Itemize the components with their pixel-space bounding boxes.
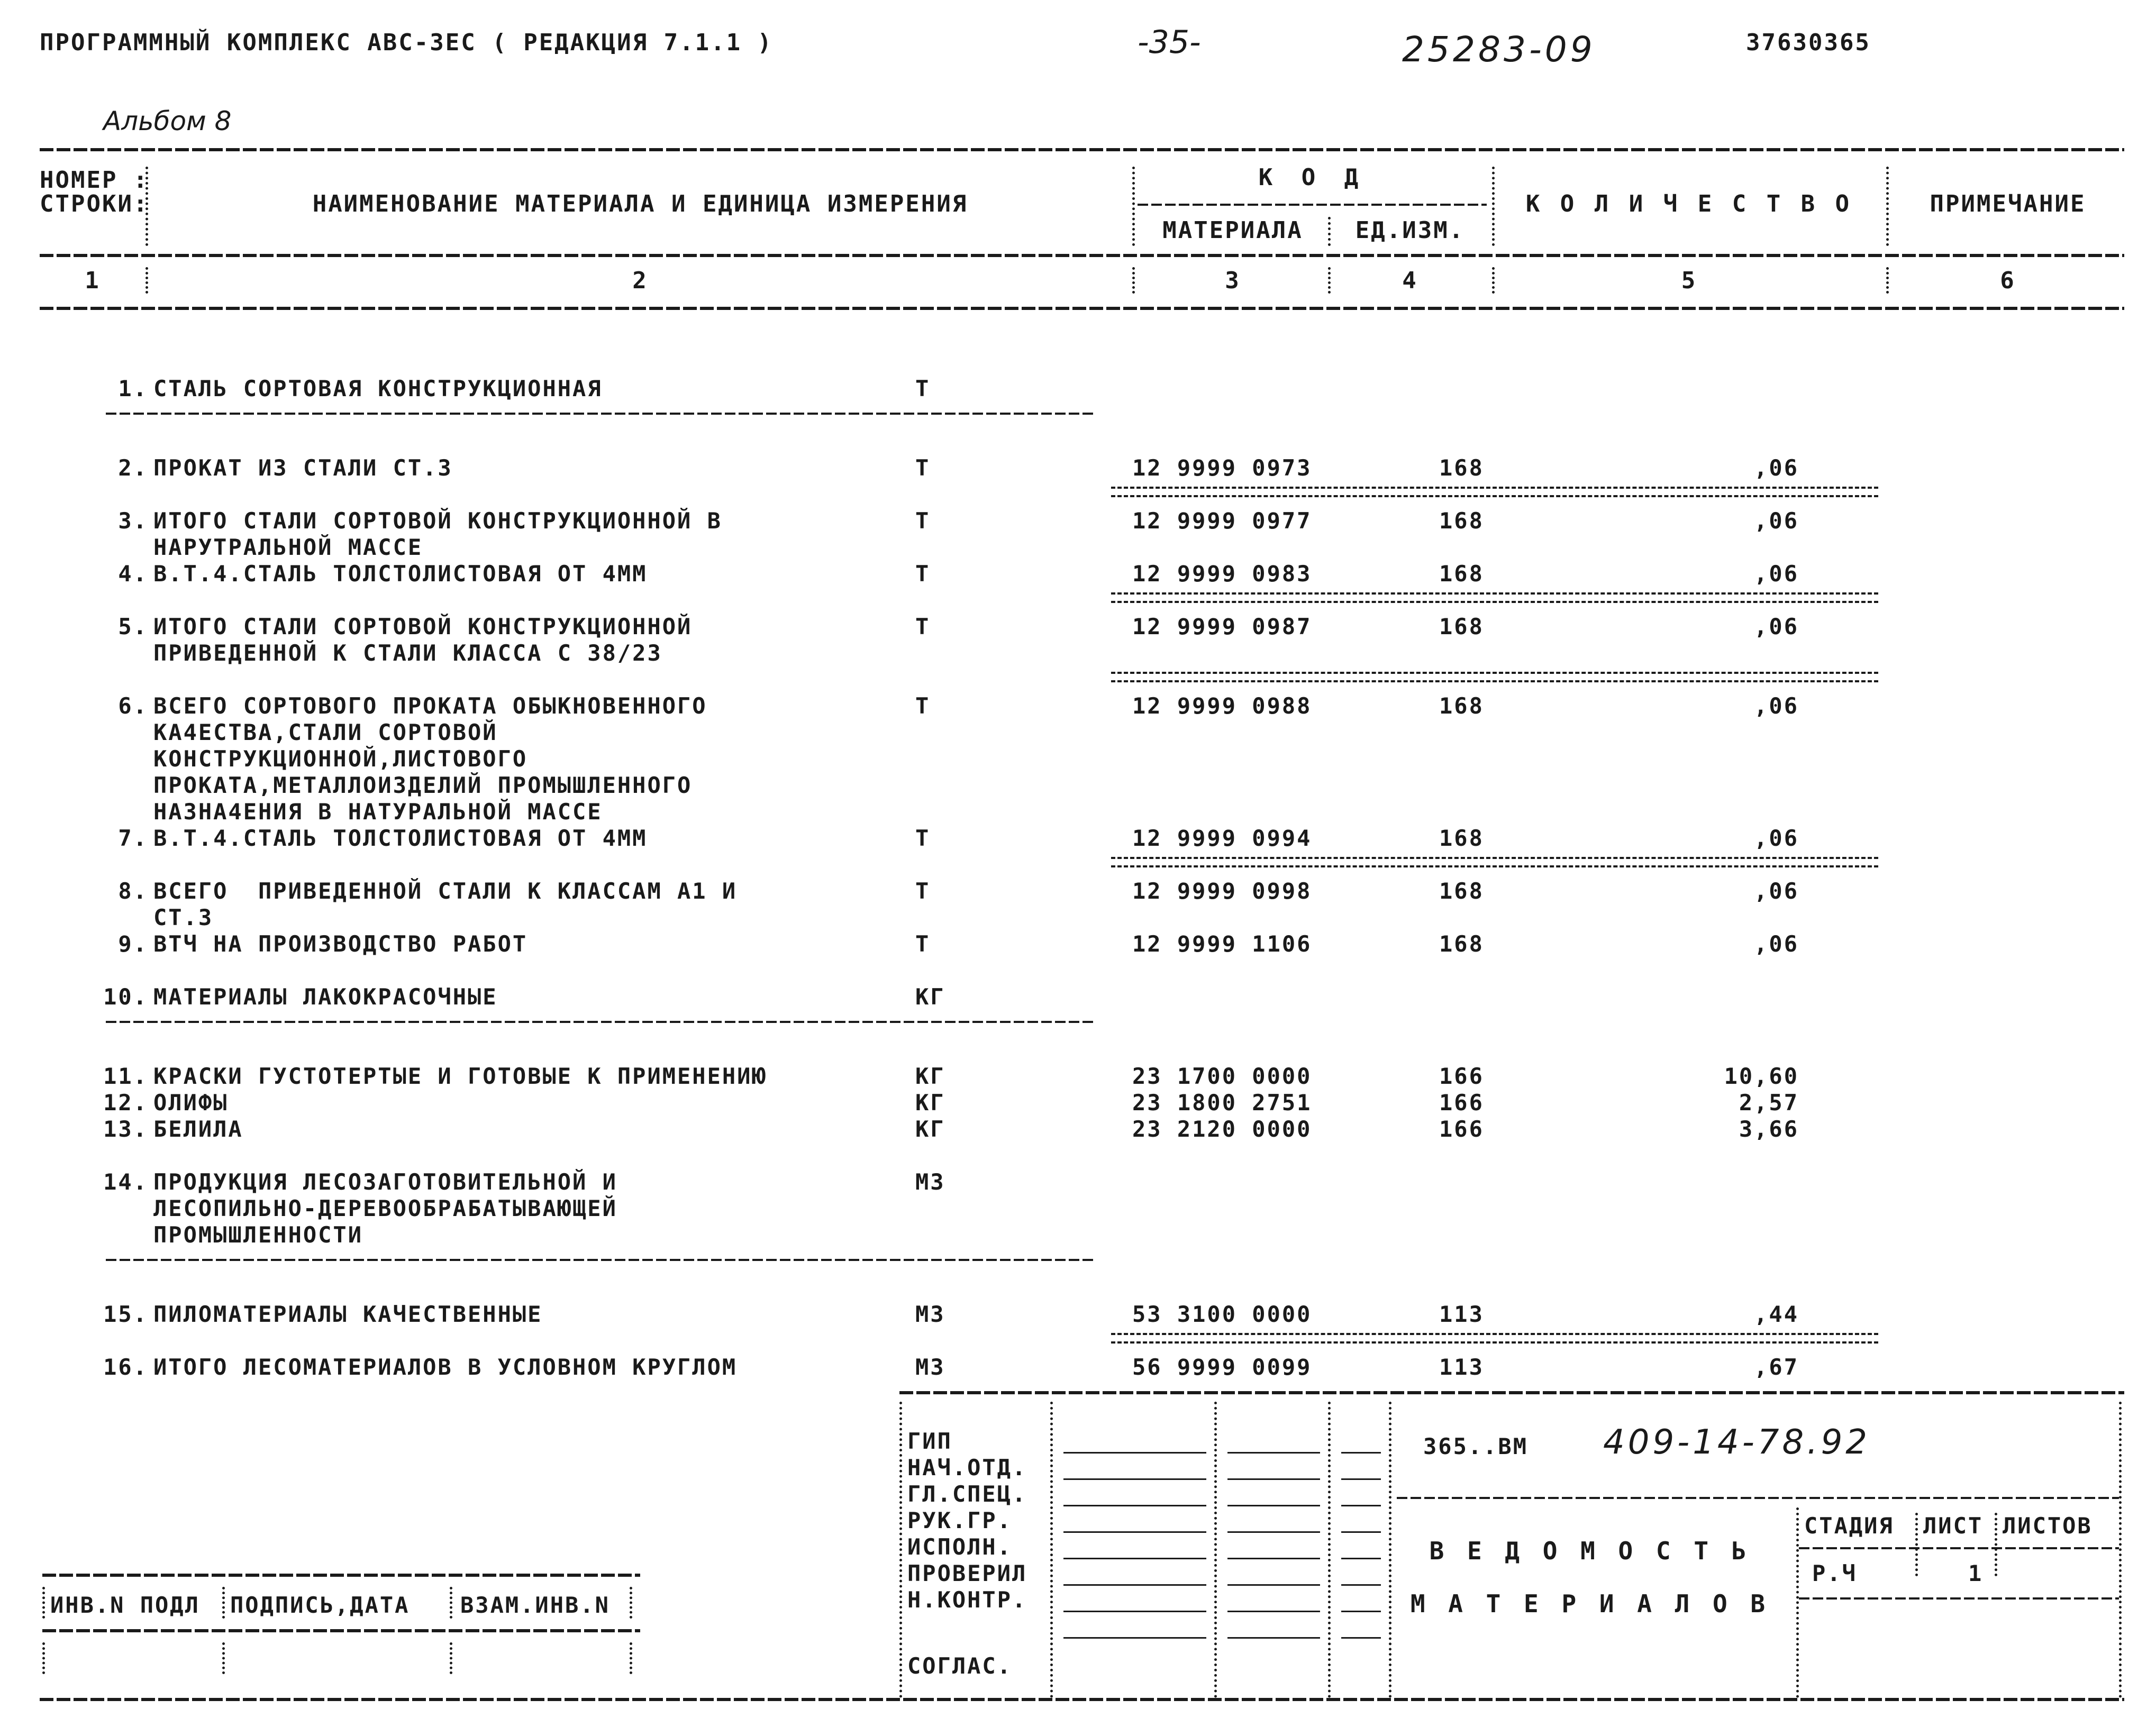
table-top-rule bbox=[40, 148, 2124, 151]
stamp-role-group-lead: РУК.ГР. bbox=[907, 1507, 1013, 1533]
row-number: 1. bbox=[118, 376, 148, 401]
row-quantity: ,06 bbox=[1754, 693, 1799, 719]
total-double-rule bbox=[1111, 487, 1878, 497]
signature-line bbox=[1341, 1531, 1381, 1533]
row-name: В.Т.4.СТАЛЬ ТОЛСТОЛИСТОВАЯ ОТ 4ММ bbox=[153, 825, 648, 851]
inventory-separator bbox=[42, 1587, 45, 1619]
document-number: 25283-09 bbox=[1402, 29, 1596, 70]
row-name: БЕЛИЛА bbox=[153, 1116, 243, 1142]
stamp-title-line1: В Е Д О М О С Т Ь bbox=[1429, 1537, 1751, 1565]
signature-line bbox=[1341, 1611, 1381, 1612]
row-quantity: ,06 bbox=[1754, 931, 1799, 957]
row-name: ВСЕГО ПРИВЕДЕННОЙ СТАЛИ К КЛАССАМ А1 И СТ.3 bbox=[153, 878, 738, 930]
section-rule bbox=[106, 413, 1095, 415]
col3-header: МАТЕРИАЛА bbox=[1162, 217, 1303, 244]
signature-line bbox=[1063, 1452, 1206, 1454]
signature-line bbox=[1063, 1637, 1206, 1639]
row-number: 13. bbox=[103, 1116, 148, 1142]
row-material-code: 23 2120 0000 bbox=[1132, 1116, 1312, 1142]
row-unit: КГ bbox=[915, 984, 945, 1010]
row-material-code: 56 9999 0099 bbox=[1132, 1354, 1312, 1380]
row-material-code: 12 9999 0988 bbox=[1132, 693, 1312, 719]
row-number: 8. bbox=[118, 878, 148, 904]
signature-line bbox=[1341, 1452, 1381, 1454]
inventory-original-label: ИНВ.N ПОДЛ bbox=[50, 1592, 200, 1618]
inventory-separator bbox=[630, 1587, 632, 1619]
row-number: 3. bbox=[118, 508, 148, 534]
inventory-separator bbox=[42, 1642, 45, 1674]
row-number: 4. bbox=[118, 561, 148, 587]
row-number: 12. bbox=[103, 1090, 148, 1116]
col-number-5: 5 bbox=[1681, 267, 1697, 294]
row-number: 6. bbox=[118, 693, 148, 719]
row-unit: Т bbox=[915, 825, 931, 851]
row-uom-code: 166 bbox=[1439, 1116, 1484, 1142]
row-material-code: 53 3100 0000 bbox=[1132, 1301, 1312, 1327]
row-unit: Т bbox=[915, 376, 931, 401]
row-uom-code: 168 bbox=[1439, 825, 1484, 851]
stamp-rule bbox=[1397, 1497, 2119, 1499]
col-number-3: 3 bbox=[1225, 267, 1241, 294]
inventory-replace-label: ВЗАМ.ИНВ.N bbox=[460, 1592, 610, 1618]
row-name: ВСЕГО СОРТОВОГО ПРОКАТА ОБЫКНОВЕННОГО КА4ЕСТВА,СТАЛИ СОРТОВОЙ КОНСТРУКЦИОННОЙ,ЛИСТОВОГО ПРОКАТА,МЕТАЛЛОИЗДЕЛИЙ ПРОМЫШЛЕННОГО НАЗНА4ЕНИЯ В НАТУРАЛЬНОЙ МАССЕ bbox=[153, 693, 707, 825]
row-uom-code: 168 bbox=[1439, 508, 1484, 534]
stamp-separator bbox=[1389, 1402, 1391, 1698]
stamp-separator bbox=[1214, 1402, 1217, 1698]
row-name: ОЛИФЫ bbox=[153, 1090, 229, 1116]
stamp-role-executor: ИСПОЛН. bbox=[907, 1534, 1013, 1560]
signature-line bbox=[1227, 1611, 1320, 1612]
section-rule bbox=[106, 1021, 1095, 1023]
signature-line bbox=[1341, 1478, 1381, 1480]
stamp-role-chief-spec: ГЛ.СПЕЦ. bbox=[907, 1481, 1027, 1507]
header-number-rule bbox=[40, 254, 2124, 257]
signature-line bbox=[1227, 1505, 1320, 1506]
stamp-border-right bbox=[2119, 1402, 2122, 1698]
row-material-code: 12 9999 0994 bbox=[1132, 825, 1312, 851]
row-quantity: ,67 bbox=[1754, 1354, 1799, 1380]
row-number: 15. bbox=[103, 1301, 148, 1327]
total-double-rule bbox=[1111, 857, 1878, 867]
column-separator bbox=[145, 267, 148, 294]
signature-line bbox=[1063, 1478, 1206, 1480]
stamp-doc-code: 365..ВМ bbox=[1423, 1433, 1529, 1459]
stamp-doc-designation: 409-14-78.92 bbox=[1603, 1423, 1870, 1462]
row-number: 5. bbox=[118, 614, 148, 639]
row-quantity: ,06 bbox=[1754, 825, 1799, 851]
row-unit: Т bbox=[915, 561, 931, 587]
stamp-role-checker: ПРОВЕРИЛ bbox=[907, 1560, 1027, 1586]
row-quantity: 10,60 bbox=[1724, 1063, 1799, 1089]
stamp-sheets-label: ЛИСТОВ bbox=[2003, 1513, 2093, 1539]
row-material-code: 23 1700 0000 bbox=[1132, 1063, 1312, 1089]
inventory-separator bbox=[450, 1587, 452, 1619]
row-number: 10. bbox=[103, 984, 148, 1010]
document-code: 37630365 bbox=[1746, 29, 1871, 56]
signature-line bbox=[1227, 1637, 1320, 1639]
signature-line bbox=[1341, 1584, 1381, 1586]
stamp-separator bbox=[1328, 1402, 1331, 1698]
signature-line bbox=[1227, 1531, 1320, 1533]
stamp-separator bbox=[1915, 1513, 1918, 1576]
page-bottom-rule bbox=[40, 1698, 2124, 1701]
stamp-role-agreed: СОГЛАС. bbox=[907, 1653, 1013, 1679]
row-quantity: ,06 bbox=[1754, 614, 1799, 639]
col-number-2: 2 bbox=[632, 267, 648, 294]
row-material-code: 12 9999 1106 bbox=[1132, 931, 1312, 957]
row-quantity: ,44 bbox=[1754, 1301, 1799, 1327]
col6-header: ПРИМЕЧАНИЕ bbox=[1930, 190, 2086, 217]
inventory-separator bbox=[222, 1642, 225, 1674]
row-uom-code: 168 bbox=[1439, 878, 1484, 904]
stamp-separator bbox=[1995, 1513, 1997, 1576]
row-unit: КГ bbox=[915, 1116, 945, 1142]
section-rule bbox=[106, 1259, 1095, 1261]
row-material-code: 12 9999 0998 bbox=[1132, 878, 1312, 904]
row-name: ПИЛОМАТЕРИАЛЫ КАЧЕСТВЕННЫЕ bbox=[153, 1301, 543, 1327]
stamp-role-dept-head: НАЧ.ОТД. bbox=[907, 1455, 1027, 1481]
row-unit: Т bbox=[915, 455, 931, 481]
signature-line bbox=[1227, 1478, 1320, 1480]
column-separator bbox=[1492, 167, 1495, 246]
col-number-1: 1 bbox=[85, 267, 101, 294]
stamp-stage-value: Р.Ч bbox=[1812, 1560, 1857, 1586]
signature-line bbox=[1063, 1584, 1206, 1586]
stamp-sheet-value: 1 bbox=[1968, 1560, 1984, 1586]
row-quantity: 3,66 bbox=[1739, 1116, 1799, 1142]
stamp-role-norm-control: Н.КОНТР. bbox=[907, 1587, 1027, 1613]
inventory-top-rule bbox=[42, 1574, 640, 1577]
row-unit: КГ bbox=[915, 1090, 945, 1116]
stamp-top-rule bbox=[899, 1391, 2124, 1394]
row-number: 11. bbox=[103, 1063, 148, 1089]
stamp-rule bbox=[1799, 1547, 2119, 1549]
signature-line bbox=[1063, 1611, 1206, 1612]
row-material-code: 12 9999 0987 bbox=[1132, 614, 1312, 639]
signature-line bbox=[1063, 1558, 1206, 1559]
inventory-separator bbox=[222, 1587, 225, 1619]
column-separator bbox=[1886, 167, 1889, 246]
row-name: ИТОГО СТАЛИ СОРТОВОЙ КОНСТРУКЦИОННОЙ В НАРУТРАЛЬНОЙ МАССЕ bbox=[153, 508, 722, 560]
total-double-rule bbox=[1111, 1333, 1878, 1344]
stamp-stage-label: СТАДИЯ bbox=[1804, 1513, 1894, 1539]
row-name: ПРОКАТ ИЗ СТАЛИ СТ.3 bbox=[153, 455, 453, 481]
row-material-code: 12 9999 0973 bbox=[1132, 455, 1312, 481]
row-unit: КГ bbox=[915, 1063, 945, 1089]
row-uom-code: 168 bbox=[1439, 455, 1484, 481]
signature-line bbox=[1227, 1584, 1320, 1586]
row-number: 16. bbox=[103, 1354, 148, 1380]
column-separator bbox=[1328, 267, 1331, 294]
column-separator bbox=[1132, 167, 1135, 246]
row-uom-code: 168 bbox=[1439, 561, 1484, 587]
row-quantity: 2,57 bbox=[1739, 1090, 1799, 1116]
row-name: СТАЛЬ СОРТОВАЯ КОНСТРУКЦИОННАЯ bbox=[153, 376, 603, 401]
stamp-title-line2: М А Т Е Р И А Л О В bbox=[1410, 1589, 1770, 1618]
code-group-rule bbox=[1138, 204, 1487, 206]
code-group-header: К О Д bbox=[1258, 164, 1366, 191]
row-number: 14. bbox=[103, 1169, 148, 1195]
row-name: МАТЕРИАЛЫ ЛАКОКРАСОЧНЫЕ bbox=[153, 984, 498, 1010]
stamp-role-gip: ГИП bbox=[907, 1428, 952, 1454]
row-unit: М3 bbox=[915, 1301, 945, 1327]
row-unit: Т bbox=[915, 693, 931, 719]
row-name: В.Т.4.СТАЛЬ ТОЛСТОЛИСТОВАЯ ОТ 4ММ bbox=[153, 561, 648, 587]
row-name: КРАСКИ ГУСТОТЕРТЫЕ И ГОТОВЫЕ К ПРИМЕНЕНИЮ bbox=[153, 1063, 767, 1089]
signature-line bbox=[1341, 1637, 1381, 1639]
row-name: ПРОДУКЦИЯ ЛЕСОЗАГОТОВИТЕЛЬНОЙ И ЛЕСОПИЛЬНО-ДЕРЕВООБРАБАТЫВАЮЩЕЙ ПРОМЫШЛЕННОСТИ bbox=[153, 1169, 617, 1248]
row-name: ВТЧ НА ПРОИЗВОДСТВО РАБОТ bbox=[153, 931, 528, 957]
stamp-rule bbox=[1799, 1597, 2119, 1600]
col4-header: ЕД.ИЗМ. bbox=[1355, 217, 1465, 244]
row-material-code: 12 9999 0977 bbox=[1132, 508, 1312, 534]
row-unit: Т bbox=[915, 614, 931, 639]
col2-header: НАИМЕНОВАНИЕ МАТЕРИАЛА И ЕДИНИЦА ИЗМЕРЕНИЯ bbox=[312, 190, 968, 217]
stamp-sheet-label: ЛИСТ bbox=[1923, 1513, 1984, 1539]
program-header: ПРОГРАММНЫЙ КОМПЛЕКС АВС-3ЕС ( РЕДАКЦИЯ 7.1.1 ) bbox=[40, 29, 774, 56]
row-uom-code: 113 bbox=[1439, 1354, 1484, 1380]
row-name: ИТОГО СТАЛИ СОРТОВОЙ КОНСТРУКЦИОННОЙ ПРИВЕДЕННОЙ К СТАЛИ КЛАССА С 38/23 bbox=[153, 614, 693, 666]
row-name: ИТОГО ЛЕСОМАТЕРИАЛОВ В УСЛОВНОМ КРУГЛОМ bbox=[153, 1354, 738, 1380]
row-quantity: ,06 bbox=[1754, 878, 1799, 904]
row-uom-code: 168 bbox=[1439, 614, 1484, 639]
row-uom-code: 113 bbox=[1439, 1301, 1484, 1327]
row-quantity: ,06 bbox=[1754, 508, 1799, 534]
col-number-4: 4 bbox=[1402, 267, 1418, 294]
stamp-separator bbox=[1050, 1402, 1053, 1698]
row-material-code: 12 9999 0983 bbox=[1132, 561, 1312, 587]
row-unit: Т bbox=[915, 878, 931, 904]
signature-line bbox=[1063, 1505, 1206, 1506]
total-double-rule bbox=[1111, 672, 1878, 682]
signature-line bbox=[1341, 1505, 1381, 1506]
column-separator bbox=[1132, 267, 1135, 294]
row-uom-code: 166 bbox=[1439, 1090, 1484, 1116]
inventory-separator bbox=[450, 1642, 452, 1674]
column-separator bbox=[1886, 267, 1889, 294]
row-number: 7. bbox=[118, 825, 148, 851]
signature-line bbox=[1063, 1531, 1206, 1533]
stamp-separator bbox=[1796, 1507, 1799, 1698]
row-unit: Т bbox=[915, 508, 931, 534]
stamp-border-left bbox=[899, 1402, 902, 1698]
col-number-6: 6 bbox=[2000, 267, 2016, 294]
inventory-signature-label: ПОДПИСЬ,ДАТА bbox=[230, 1592, 410, 1618]
col1-header-bottom: СТРОКИ: bbox=[40, 190, 149, 217]
album-label: Альбом 8 bbox=[103, 106, 232, 136]
column-separator bbox=[1328, 217, 1331, 246]
row-uom-code: 168 bbox=[1439, 693, 1484, 719]
header-bottom-rule bbox=[40, 307, 2124, 310]
row-quantity: ,06 bbox=[1754, 561, 1799, 587]
col1-header-top: НОМЕР : bbox=[40, 167, 149, 194]
col5-header: К О Л И Ч Е С Т В О bbox=[1525, 190, 1853, 217]
row-number: 9. bbox=[118, 931, 148, 957]
row-number: 2. bbox=[118, 455, 148, 481]
row-quantity: ,06 bbox=[1754, 455, 1799, 481]
inventory-separator bbox=[630, 1642, 632, 1674]
signature-line bbox=[1227, 1558, 1320, 1559]
row-unit: М3 bbox=[915, 1354, 945, 1380]
row-material-code: 23 1800 2751 bbox=[1132, 1090, 1312, 1116]
signature-line bbox=[1341, 1558, 1381, 1559]
page-number: -35- bbox=[1138, 24, 1201, 61]
inventory-mid-rule bbox=[42, 1629, 640, 1632]
signature-line bbox=[1227, 1452, 1320, 1454]
row-uom-code: 166 bbox=[1439, 1063, 1484, 1089]
row-unit: Т bbox=[915, 931, 931, 957]
row-unit: М3 bbox=[915, 1169, 945, 1195]
row-uom-code: 168 bbox=[1439, 931, 1484, 957]
column-separator bbox=[1492, 267, 1495, 294]
total-double-rule bbox=[1111, 592, 1878, 603]
